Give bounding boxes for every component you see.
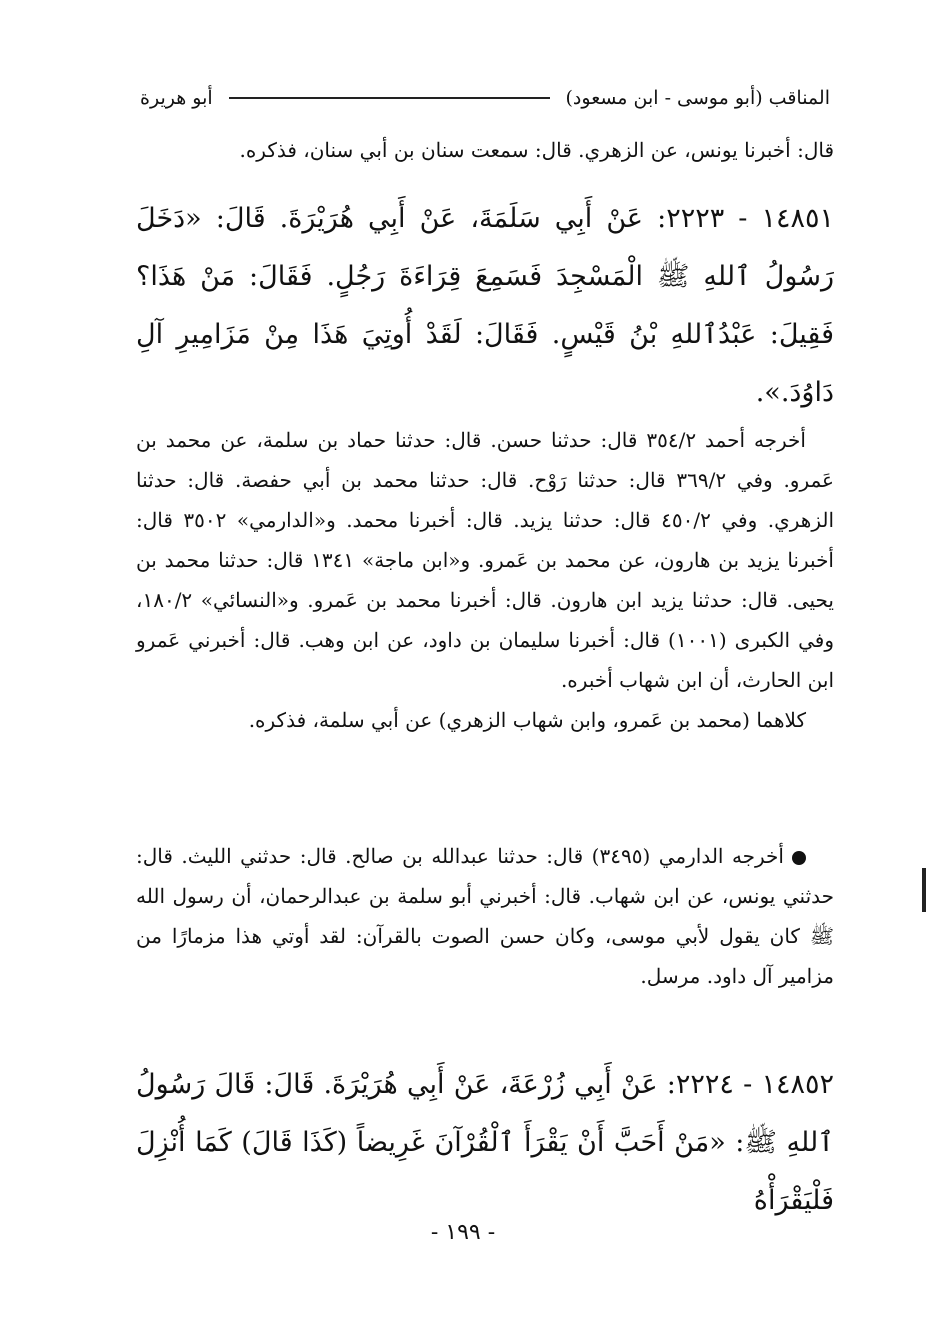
running-header [140, 82, 830, 114]
chapter-title: المناقب (أبو موسى - ابن مسعود) [565, 87, 830, 109]
margin-mark [922, 868, 926, 912]
mursal-paragraph [136, 836, 834, 996]
hadith-14852: ١٤٨٥٢ - ٢٢٢٤: عَنْ أَبِي زُرْعَةَ، عَنْ أَبِي هُرَيْرَةَ. قَالَ: قَالَ رَسُولُ ٱللهِ ﷺ: «مَنْ أَحَبَّ أَنْ يَقْرَأَ ٱلْقُرْآنَ غَرِيضاً (كَذَا قَالَ) كَمَا أُنْزِلَ فَلْيَقْرَأْهُ [136, 1069, 834, 1216]
mursal-text: أخرجه الدارمي (٣٤٩٥) قال: حدثنا عبدالله بن صالح. قال: حدثني الليث. قال: حدثني يونس، عن ابن شهاب. قال: أخبرني أبو سلمة بن عبدالرحمان، أن رسول الله ﷺ كان يقول لأبي موسى، وكان حسن الصوت بالقرآن: لقد أوتي هذا مزمارًا من مزامير آل داود. مرسل. [136, 844, 834, 988]
narrator-title: أبو هريرة [140, 87, 213, 109]
takhrij-section [136, 420, 834, 740]
bullet-icon [792, 851, 806, 865]
header-rule [229, 97, 550, 99]
hadith-14851: ١٤٨٥١ - ٢٢٢٣: عَنْ أَبِي سَلَمَةَ، عَنْ أَبِي هُرَيْرَةَ. قَالَ: «دَخَلَ رَسُولُ ٱللهِ ﷺ الْمَسْجِدَ فَسَمِعَ قِرَاءَةَ رَجُلٍ. فَقَالَ: مَنْ هَذَا؟ فَقِيلَ: عَبْدُٱللهِ بْنُ قَيْسٍ. فَقَالَ: لَقَدْ أُوتِيَ هَذَا مِنْ مَزَامِيرِ آلِ دَاوُدَ.». [136, 203, 834, 408]
takhrij-paragraph: أخرجه أحمد ٣٥٤/٢ قال: حدثنا حسن. قال: حدثنا حماد بن سلمة، عن محمد بن عَمرو. وفي ٣٦٩/٢ قال: حدثنا رَوْح. قال: حدثنا محمد بن أبي حفصة. قال: حدثنا الزهري. وفي ٤٥٠/٢ قال: حدثنا يزيد. قال: أخبرنا محمد. و«الدارمي» ٣٥٠٢ قال: أخبرنا يزيد بن هارون، عن محمد بن عَمرو. و«ابن ماجة» ١٣٤١ قال: حدثنا محمد بن يحيى. قال: حدثنا يزيد ابن هارون. قال: أخبرنا محمد بن عَمرو. و«النسائي» ١٨٠/٢، وفي الكبرى (١٠٠١) قال: أخبرنا سليمان بن داود، عن ابن وهب. قال: أخبرني عَمرو ابن الحارث، أن ابن شهاب أخبره. [136, 428, 835, 692]
takhrij-summary: كلاهما (محمد بن عَمرو، وابن شهاب الزهري) عن أبي سلمة، فذكره. [248, 708, 806, 732]
page-number: - ١٩٩ - [430, 1220, 496, 1245]
mursal-section [136, 836, 834, 996]
intro-line: قال: أخبرنا يونس، عن الزهري. قال: سمعت سنان بن أبي سنان، فذكره. [239, 138, 834, 162]
